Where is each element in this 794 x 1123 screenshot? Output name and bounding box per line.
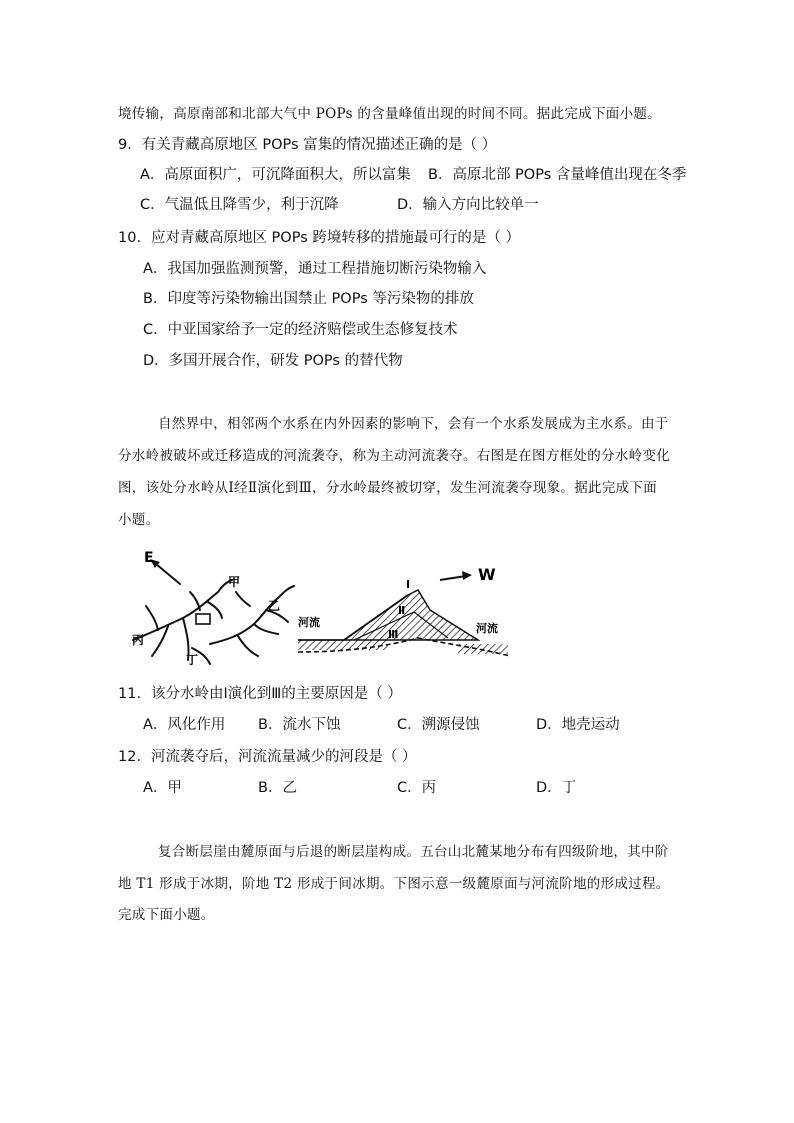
left-river-bed xyxy=(298,640,388,650)
passage-3-line-1: 复合断层崖由麓原面与后退的断层崖构成。五台山北麓某地分布有四级阶地，其中阶 xyxy=(158,844,669,860)
map-label-bing: 丙 xyxy=(132,633,145,647)
question-9-option-c: C．气温低且降雪少，利于沉降 xyxy=(140,197,339,213)
question-12-option-b: B．乙 xyxy=(258,780,297,796)
question-10-option-c: C．中亚国家给予一定的经济赔偿或生态修复技术 xyxy=(143,322,458,338)
ridge-eroded-body xyxy=(344,590,478,640)
river-tributary-6 xyxy=(254,624,278,634)
profile-label-stage-1: Ⅰ xyxy=(406,578,411,591)
river-tributary-yi xyxy=(278,586,294,598)
question-9-option-b: B．高原北部 POPs 含量峰值出现在冬季 xyxy=(428,167,687,183)
passage-3-line-3: 完成下面小题。 xyxy=(118,907,215,923)
river-trunk-west xyxy=(133,592,218,640)
passage-3-line-2: 地 T1 形成于冰期，阶地 T2 形成于间冰期。下图示意一级麓原面与河流阶地的形成过程。 xyxy=(118,876,670,892)
passage-2-line-1: 自然界中，相邻两个水系在内外因素的影响下，会有一个水系发展成为主水系。由于 xyxy=(158,416,669,432)
question-11-stem: 11．该分水岭由Ⅰ演化到Ⅲ的主要原因是（ ） xyxy=(118,686,402,702)
question-11-option-b: B．流水下蚀 xyxy=(258,717,341,733)
question-12-option-c: C．丙 xyxy=(397,780,437,796)
river-capture-diagram xyxy=(118,540,528,670)
question-12-option-a: A．甲 xyxy=(143,780,182,796)
river-tributary-1 xyxy=(146,606,158,630)
map-label-yi: 乙 xyxy=(268,599,281,613)
profile-label-river-right: 河流 xyxy=(476,622,498,635)
question-9-stem: 9．有关青藏高原地区 POPs 富集的情况描述正确的是（ ） xyxy=(118,137,497,153)
river-capture-figure xyxy=(118,540,528,670)
question-10-option-a: A．我国加强监测预警，通过工程措施切断污染物输入 xyxy=(143,261,487,277)
river-tributary-8 xyxy=(236,592,250,606)
river-tributary-5 xyxy=(238,636,258,656)
question-10-stem: 10．应对青藏高原地区 POPs 跨境转移的措施最可行的是（ ） xyxy=(118,230,520,246)
question-11-option-c: C．溯源侵蚀 xyxy=(397,717,480,733)
east-arrow-shaft xyxy=(156,564,180,584)
west-arrow-head xyxy=(462,571,472,580)
question-10-option-d: D．多国开展合作，研发 POPs 的替代物 xyxy=(143,353,403,369)
map-label-east: E xyxy=(144,550,154,566)
question-11-option-d: D．地壳运动 xyxy=(536,717,620,733)
question-10-option-b: B．印度等污染物输出国禁止 POPs 等污染物的排放 xyxy=(143,291,474,307)
question-11-option-a: A．风化作用 xyxy=(143,717,226,733)
map-label-ding: 丁 xyxy=(186,653,199,667)
question-12-option-d: D．丁 xyxy=(536,780,577,796)
passage-intro-tail: 境传输，高原南部和北部大气中 POPs 的含量峰值出现的时间不同。据此完成下面小题。 xyxy=(118,106,661,122)
watershed-frame-box xyxy=(196,614,210,624)
map-label-jia: 甲 xyxy=(228,575,241,589)
profile-label-west: W xyxy=(478,565,496,584)
right-river-bed xyxy=(458,644,508,654)
passage-2-line-3: 图，该处分水岭从Ⅰ经Ⅱ演化到Ⅲ，分水岭最终被切穿，发生河流袭夺现象。据此完成下面 xyxy=(118,480,658,496)
river-tributary-3 xyxy=(190,592,200,610)
question-9-option-d: D．输入方向比较单一 xyxy=(397,197,539,213)
profile-label-river-left: 河流 xyxy=(298,616,320,629)
passage-2-line-4: 小题。 xyxy=(118,512,160,528)
profile-label-stage-3: Ⅲ xyxy=(388,628,399,641)
question-12-stem: 12．河流袭夺后，河流流量减少的河段是（ ） xyxy=(118,749,417,765)
passage-2-line-2: 分水岭被破坏或迁移造成的河流袭夺，称为主动河流袭夺。右图是在图方框处的分水岭变化 xyxy=(118,448,670,464)
west-arrow-shaft xyxy=(440,576,466,580)
question-9-option-a: A．高原面积广，可沉降面积大，所以富集 xyxy=(140,167,411,183)
profile-label-stage-2: Ⅱ xyxy=(398,604,406,617)
